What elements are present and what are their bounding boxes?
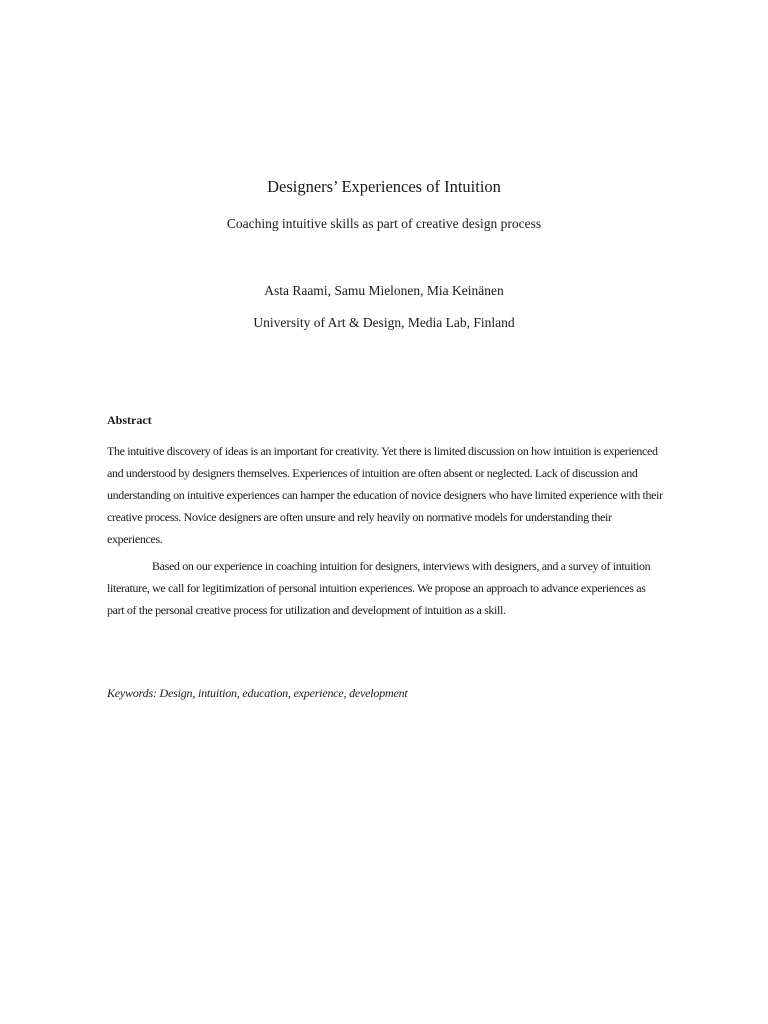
paper-subtitle: Coaching intuitive skills as part of creative design process — [226, 216, 542, 231]
abstract-heading: Abstract — [107, 413, 152, 427]
paper-affiliation: University of Art & Design, Media Lab, Finland — [253, 315, 515, 330]
paper-authors: Asta Raami, Samu Mielonen, Mia Keinänen — [264, 283, 504, 298]
paper-title: Designers’ Experiences of Intuition — [267, 177, 501, 196]
abstract-paragraph-2: Based on our experience in coaching intuition for designers, interviews with designers, and a survey of intuition literature, we call for legitimization of personal intuition experiences. We propose an approach to advance experiences as part of the personal creative process for utilization and development of intuition as a skill. — [107, 559, 651, 617]
abstract-body — [107, 440, 665, 621]
paper-keywords: Keywords: Design, intuition, education, experience, development — [107, 686, 408, 700]
abstract-paragraph-1: The intuitive discovery of ideas is an important for creativity. Yet there is limited discussion on how intuition is experienced and understood by designers themselves. Experiences of intuition are often absent or neglected. Lack of discussion and understanding on intuitive experiences can hamper the education of novice designers who have limited experience with their creative process. Novice designers are often unsure and rely heavily on normative models for understanding their experiences. — [107, 444, 663, 546]
